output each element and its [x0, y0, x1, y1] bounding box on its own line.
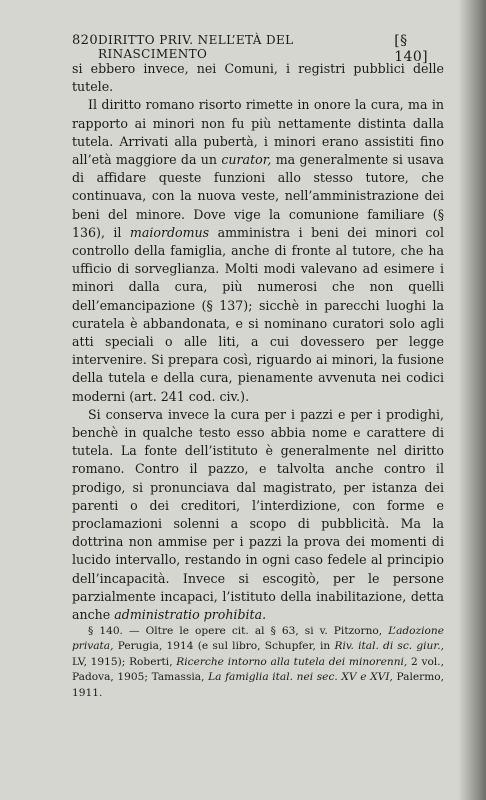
paragraph [72, 96, 444, 405]
paragraph [72, 60, 444, 96]
text-run: Perugia, 1914 (e sul libro, Schupfer, in [113, 640, 335, 653]
italic-text: L’adozione privata, [72, 625, 444, 653]
text-run: amministra i beni dei minori col controllo della famiglia, anche di fronte al tutore, che ha ufficio di sorveglianza. Molti modi valevano ad esimere i minori dalla cura, più numerosi che non quelli dell’emancipazione (§ 137); sicchè in parecchi luoghi la curatela è abbandonata, e si nominano curatori solo agli atti speciali o alle liti, a cui dovessero per legge intervenire. Si prepara così, riguardo ai minori, la fusione della tutela e della cura, pienamente avvenuta nei codici moderni (art. 241 cod. civ.). [72, 224, 444, 404]
text-run: 2 vol., Padova, 1905; Tamassia, [72, 655, 444, 684]
italic-text: Riv. ital. di sc. giur., [334, 640, 445, 653]
italic-text: curator, [221, 152, 272, 168]
section-reference: [§ 140] [394, 33, 429, 65]
paragraph [72, 406, 444, 624]
page-edge-shadow [458, 0, 486, 800]
body-text [72, 60, 444, 624]
footnote [72, 624, 444, 701]
italic-text: Ricerche intorno alla tutela dei minorenni, [176, 655, 408, 668]
footnote-area [72, 624, 444, 701]
text-run: Si conserva invece la cura per i pazzi e per i prodighi, benchè in qualche testo esso abbia nome e carattere di tutela. La fonte dell’istituto è generalmente nel diritto romano. Contro il pazzo, e talvolta anche contro il prodigo, si pronunciava dal magistrato, per istanza dei parenti o dei creditori, l’interdizione, con forme e proclamazioni solenni a scopo di pubblicità. Ma la dottrina non ammise per i pazzi la prova dei momenti di lucido intervallo, restando in ogni caso fedele al principio dell’incapacità. Invece si escogitò, per le persone parzialmente incapaci, l’istituto della inabilitazione, detta anche [72, 406, 444, 623]
text-run: ma generalmente si usava di affidare queste funzioni allo stesso tutore, che continuava, con la nuova veste, nell’amministrazione dei beni del minore. Dove vige la comunione familiare (§ 136), il [72, 152, 444, 240]
page-number: 820 [72, 33, 99, 48]
italic-text: maiordomus [129, 224, 210, 240]
italic-text: administratio prohibita. [114, 607, 267, 623]
running-title: DIRITTO PRIV. NELL’ETÀ DEL RINASCIMENTO [98, 33, 294, 61]
text-run: si ebbero invece, nei Comuni, i registri pubblici delle tutele. [72, 61, 444, 95]
italic-text: La famiglia ital. nei sec. XV e XVI, [208, 671, 393, 684]
text-run: Il diritto romano risorto rimette in onore la cura, ma in rapporto ai minori non fu più nettamente distinta dalla tutela. Arrivati alla pubertà, i minori erano assistiti fino all’età maggiore da un [72, 97, 444, 168]
text-run: § 140. — Oltre le opere cit. al § 63, si v. Pitzorno, [88, 625, 389, 637]
text-run: LV, 1915); Roberti, [72, 655, 177, 668]
text-run: Palermo, 1911. [72, 671, 444, 699]
